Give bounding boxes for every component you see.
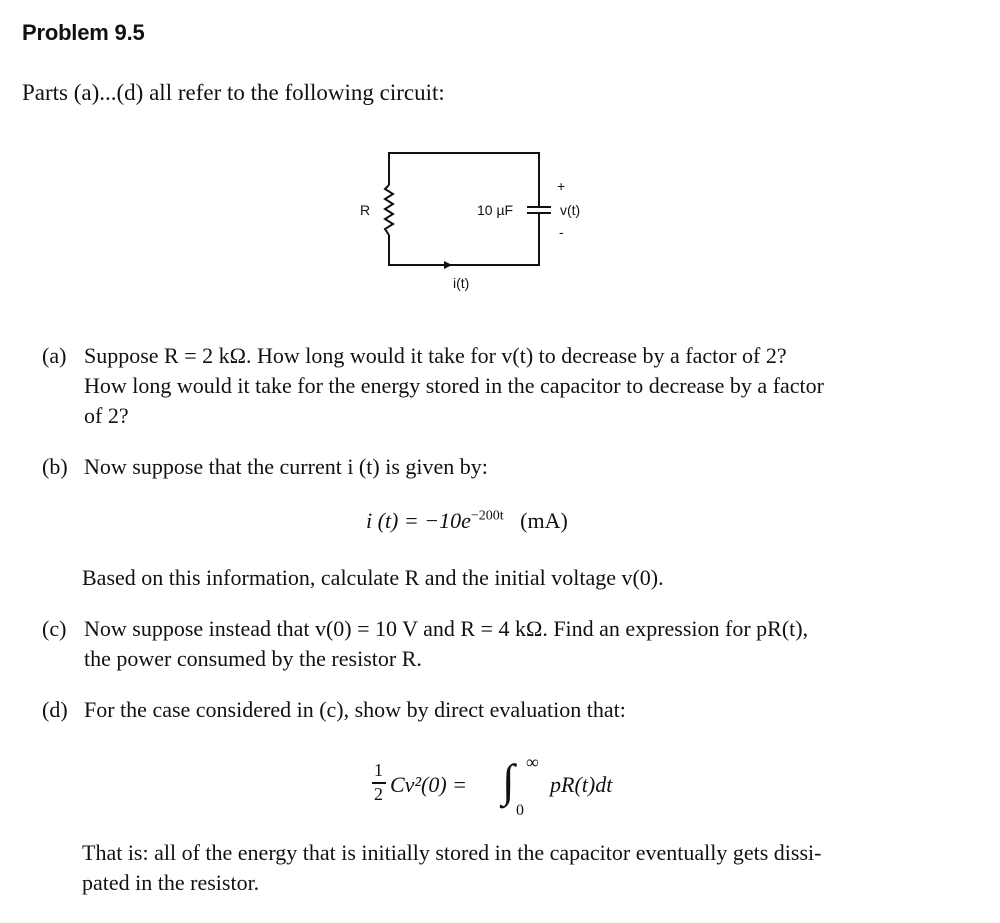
closing-line1: That is: all of the energy that is initially stored in the capacitor eventually gets dissi-	[82, 840, 822, 865]
int-lower: 0	[516, 802, 524, 819]
voltage-minus: -	[559, 224, 564, 240]
current-label: i(t)	[453, 275, 470, 291]
frac-den: 2	[374, 784, 383, 804]
int-upper: ∞	[526, 752, 539, 772]
part-c-line1: Now suppose instead that v(0) = 10 V and R = 4 kΩ. Find an expression for pR(t),	[84, 616, 809, 641]
circuit-wire-top	[389, 153, 539, 197]
part-b-line1: Now suppose that the current i (t) is given by:	[84, 454, 488, 479]
resistor-label: R	[360, 202, 371, 218]
eq-left: Cv²(0) =	[390, 772, 468, 797]
frac-num: 1	[374, 760, 383, 780]
part-d-label: (d)	[42, 697, 68, 722]
part-b-line2: Based on this information, calculate R and the initial voltage v(0).	[82, 565, 664, 590]
equation-unit: (mA)	[520, 508, 568, 533]
part-c-line2: the power consumed by the resistor R.	[84, 646, 422, 671]
voltage-label: v(t)	[560, 202, 581, 218]
equation-lhs: i (t) = −10e	[366, 508, 471, 533]
part-b-label: (b)	[42, 454, 68, 479]
circuit-wire-bottom	[389, 221, 539, 265]
circuit-diagram	[340, 145, 620, 300]
part-a-line2: How long would it take for the energy stored in the capacitor to decrease by a factor	[84, 373, 824, 398]
part-d-line1: For the case considered in (c), show by direct evaluation that:	[84, 697, 626, 722]
resistor-symbol	[385, 185, 393, 235]
part-c-label: (c)	[42, 616, 67, 641]
voltage-plus: +	[557, 178, 566, 194]
capacitor-label: 10 µF	[477, 202, 514, 218]
intro-text: Parts (a)...(d) all refer to the following circuit:	[22, 80, 445, 105]
eq-right: pR(t)dt	[550, 772, 613, 797]
part-a-line3: of 2?	[84, 403, 129, 428]
problem-title: Problem 9.5	[22, 20, 145, 45]
part-b-equation	[366, 508, 568, 534]
current-arrow-icon	[444, 261, 452, 269]
energy-equation	[370, 752, 670, 822]
closing-line2: pated in the resistor.	[82, 870, 260, 895]
part-a-line1: Suppose R = 2 kΩ. How long would it take for v(t) to decrease by a factor of 2?	[84, 343, 787, 368]
integral-sign-icon: ∫	[502, 755, 515, 806]
part-a-label: (a)	[42, 343, 67, 368]
equation-exponent: −200t	[470, 508, 504, 524]
